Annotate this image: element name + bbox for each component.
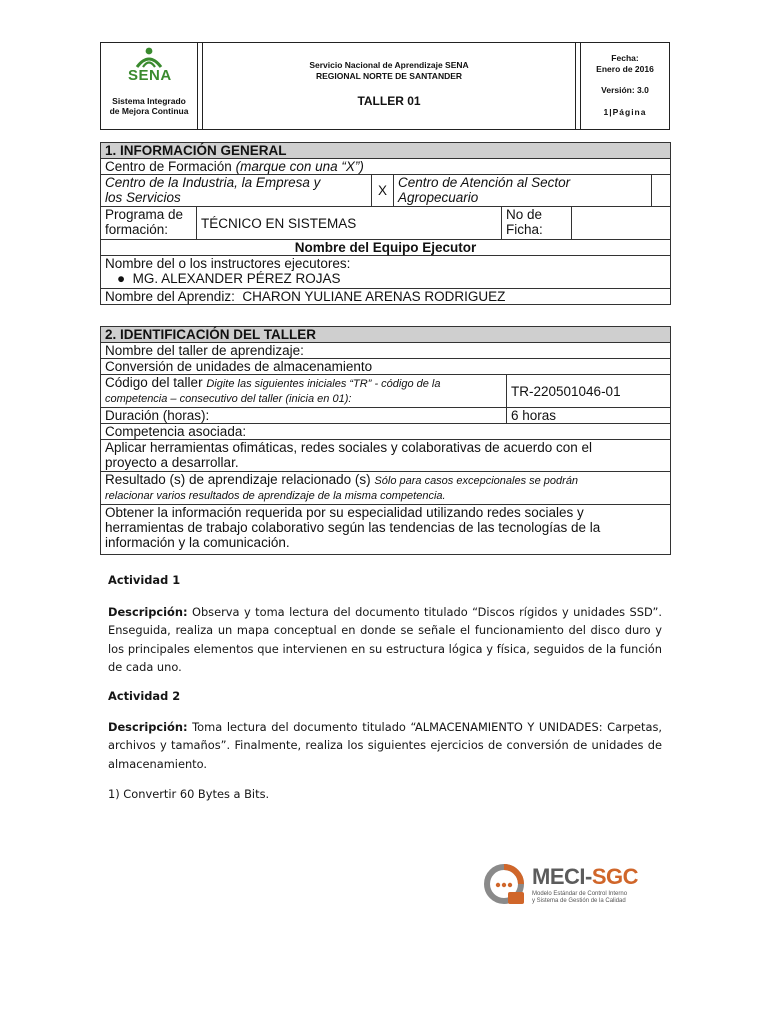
activity-1-title: Actividad 1 [108,573,181,587]
option-mark-x[interactable]: X [372,175,394,207]
activity-2-title: Actividad 2 [108,689,181,703]
resultado-label: Resultado (s) de aprendizaje relacionado (s) [105,472,371,487]
section-title-general: 1. INFORMACIÓN GENERAL [101,143,671,159]
page-number: 1|Página [603,107,647,117]
resultado-value[interactable]: Obtener la información requerida por su especialidad utilizando redes sociales y herramientas de trabajo colaborativo según las tendencias de las tecnologías de la información y la comunicación. [101,505,671,555]
option-industria[interactable]: Centro de la Industria, la Empresa y los Servicios [101,175,372,207]
centro-hint: (marque con una “X”) [235,159,364,174]
header-meta [581,43,669,129]
codigo-label-cell: Código del taller Digite las siguientes iniciales “TR” - código de la competencia – consecutivo del taller (inicia en 01): [101,375,507,408]
meci-logo-icon [484,864,528,908]
instructor-item: ● MG. ALEXANDER PÉREZ ROJAS [117,271,341,286]
resultado-label-cell: Resultado (s) de aprendizaje relacionado (s) Sólo para casos excepcionales se podrán relacionar varios resultados de aprendizaje de la misma competencia. [101,472,671,505]
instructores-cell [101,256,671,289]
general-info-table [100,142,671,305]
bullet-icon: ● [117,271,133,286]
option-agropecuario-mark[interactable] [652,175,671,207]
instructores-label: Nombre del o los instructores ejecutores: [105,256,351,271]
document-header [100,42,670,130]
programa-value[interactable]: TÉCNICO EN SISTEMAS [197,207,502,240]
org-region: REGIONAL NORTE DE SANTANDER [315,71,463,81]
competencia-label: Competencia asociada: [101,424,671,440]
version: Versión: 3.0 [601,85,649,95]
sena-logo-icon [134,47,164,69]
aprendiz-label: Nombre del Aprendiz: [105,289,235,304]
aprendiz-value[interactable]: CHARON YULIANE ARENAS RODRIGUEZ [242,289,506,304]
fecha-label: Fecha: [611,53,639,63]
competencia-value[interactable]: Aplicar herramientas ofimáticas, redes sociales y colaborativas de acuerdo con el proyecto a desarrollar. [101,440,671,472]
section-title-taller: 2. IDENTIFICACIÓN DEL TALLER [101,327,671,343]
document-title: TALLER 01 [357,94,421,108]
equipo-title: Nombre del Equipo Ejecutor [101,240,671,256]
programa-label: Programa de formación: [101,207,197,240]
sena-logo-text: SENA [128,67,172,84]
meci-sgc-logo [484,860,644,920]
logo-caption: Sistema Integrado de Mejora Continua [109,96,189,116]
aprendiz-row [101,289,671,305]
centro-row [101,159,671,175]
codigo-label: Código del taller [105,375,203,390]
nombre-taller-value[interactable]: Conversión de unidades de almacenamiento [101,359,671,375]
fecha-value: Enero de 2016 [596,64,654,74]
duracion-value[interactable]: 6 horas [507,408,671,424]
org-name: Servicio Nacional de Aprendizaje SENA [309,60,469,70]
option-agropecuario[interactable]: Centro de Atención al Sector Agropecuario [394,175,652,207]
activity-1-description: Descripción: Observa y toma lectura del documento titulado “Discos rígidos y unidades SSD”. Enseguida, realiza un mapa conceptual en donde se señale el funcionamiento del disco duro y los principales elementos que intervienen en su estructura lógica y física, seguidos de la función de cada uno. [108,605,662,675]
nombre-taller-label: Nombre del taller de aprendizaje: [101,343,671,359]
ficha-value[interactable] [572,207,671,240]
meci-logo-text: MECI-SGC [532,864,639,889]
duracion-label: Duración (horas): [101,408,507,424]
header-center [203,43,576,129]
activity-2-description: Descripción: Toma lectura del documento titulado “ALMACENAMIENTO Y UNIDADES: Carpetas, archivos y tamaños”. Finalmente, realiza los siguientes ejercicios de conversión de unidades de almacenamiento. [108,720,663,771]
centro-label: Centro de Formación [105,159,232,174]
taller-table [100,326,671,555]
codigo-value[interactable]: TR-220501046-01 [507,375,671,408]
ficha-label: No de Ficha: [502,207,572,240]
exercise-1: 1) Convertir 60 Bytes a Bits. [108,787,270,801]
meci-logo-subtitle: Modelo Estándar de Control Interno y Sistema de Gestión de la Calidad [532,891,628,904]
logo-cell [101,43,198,129]
